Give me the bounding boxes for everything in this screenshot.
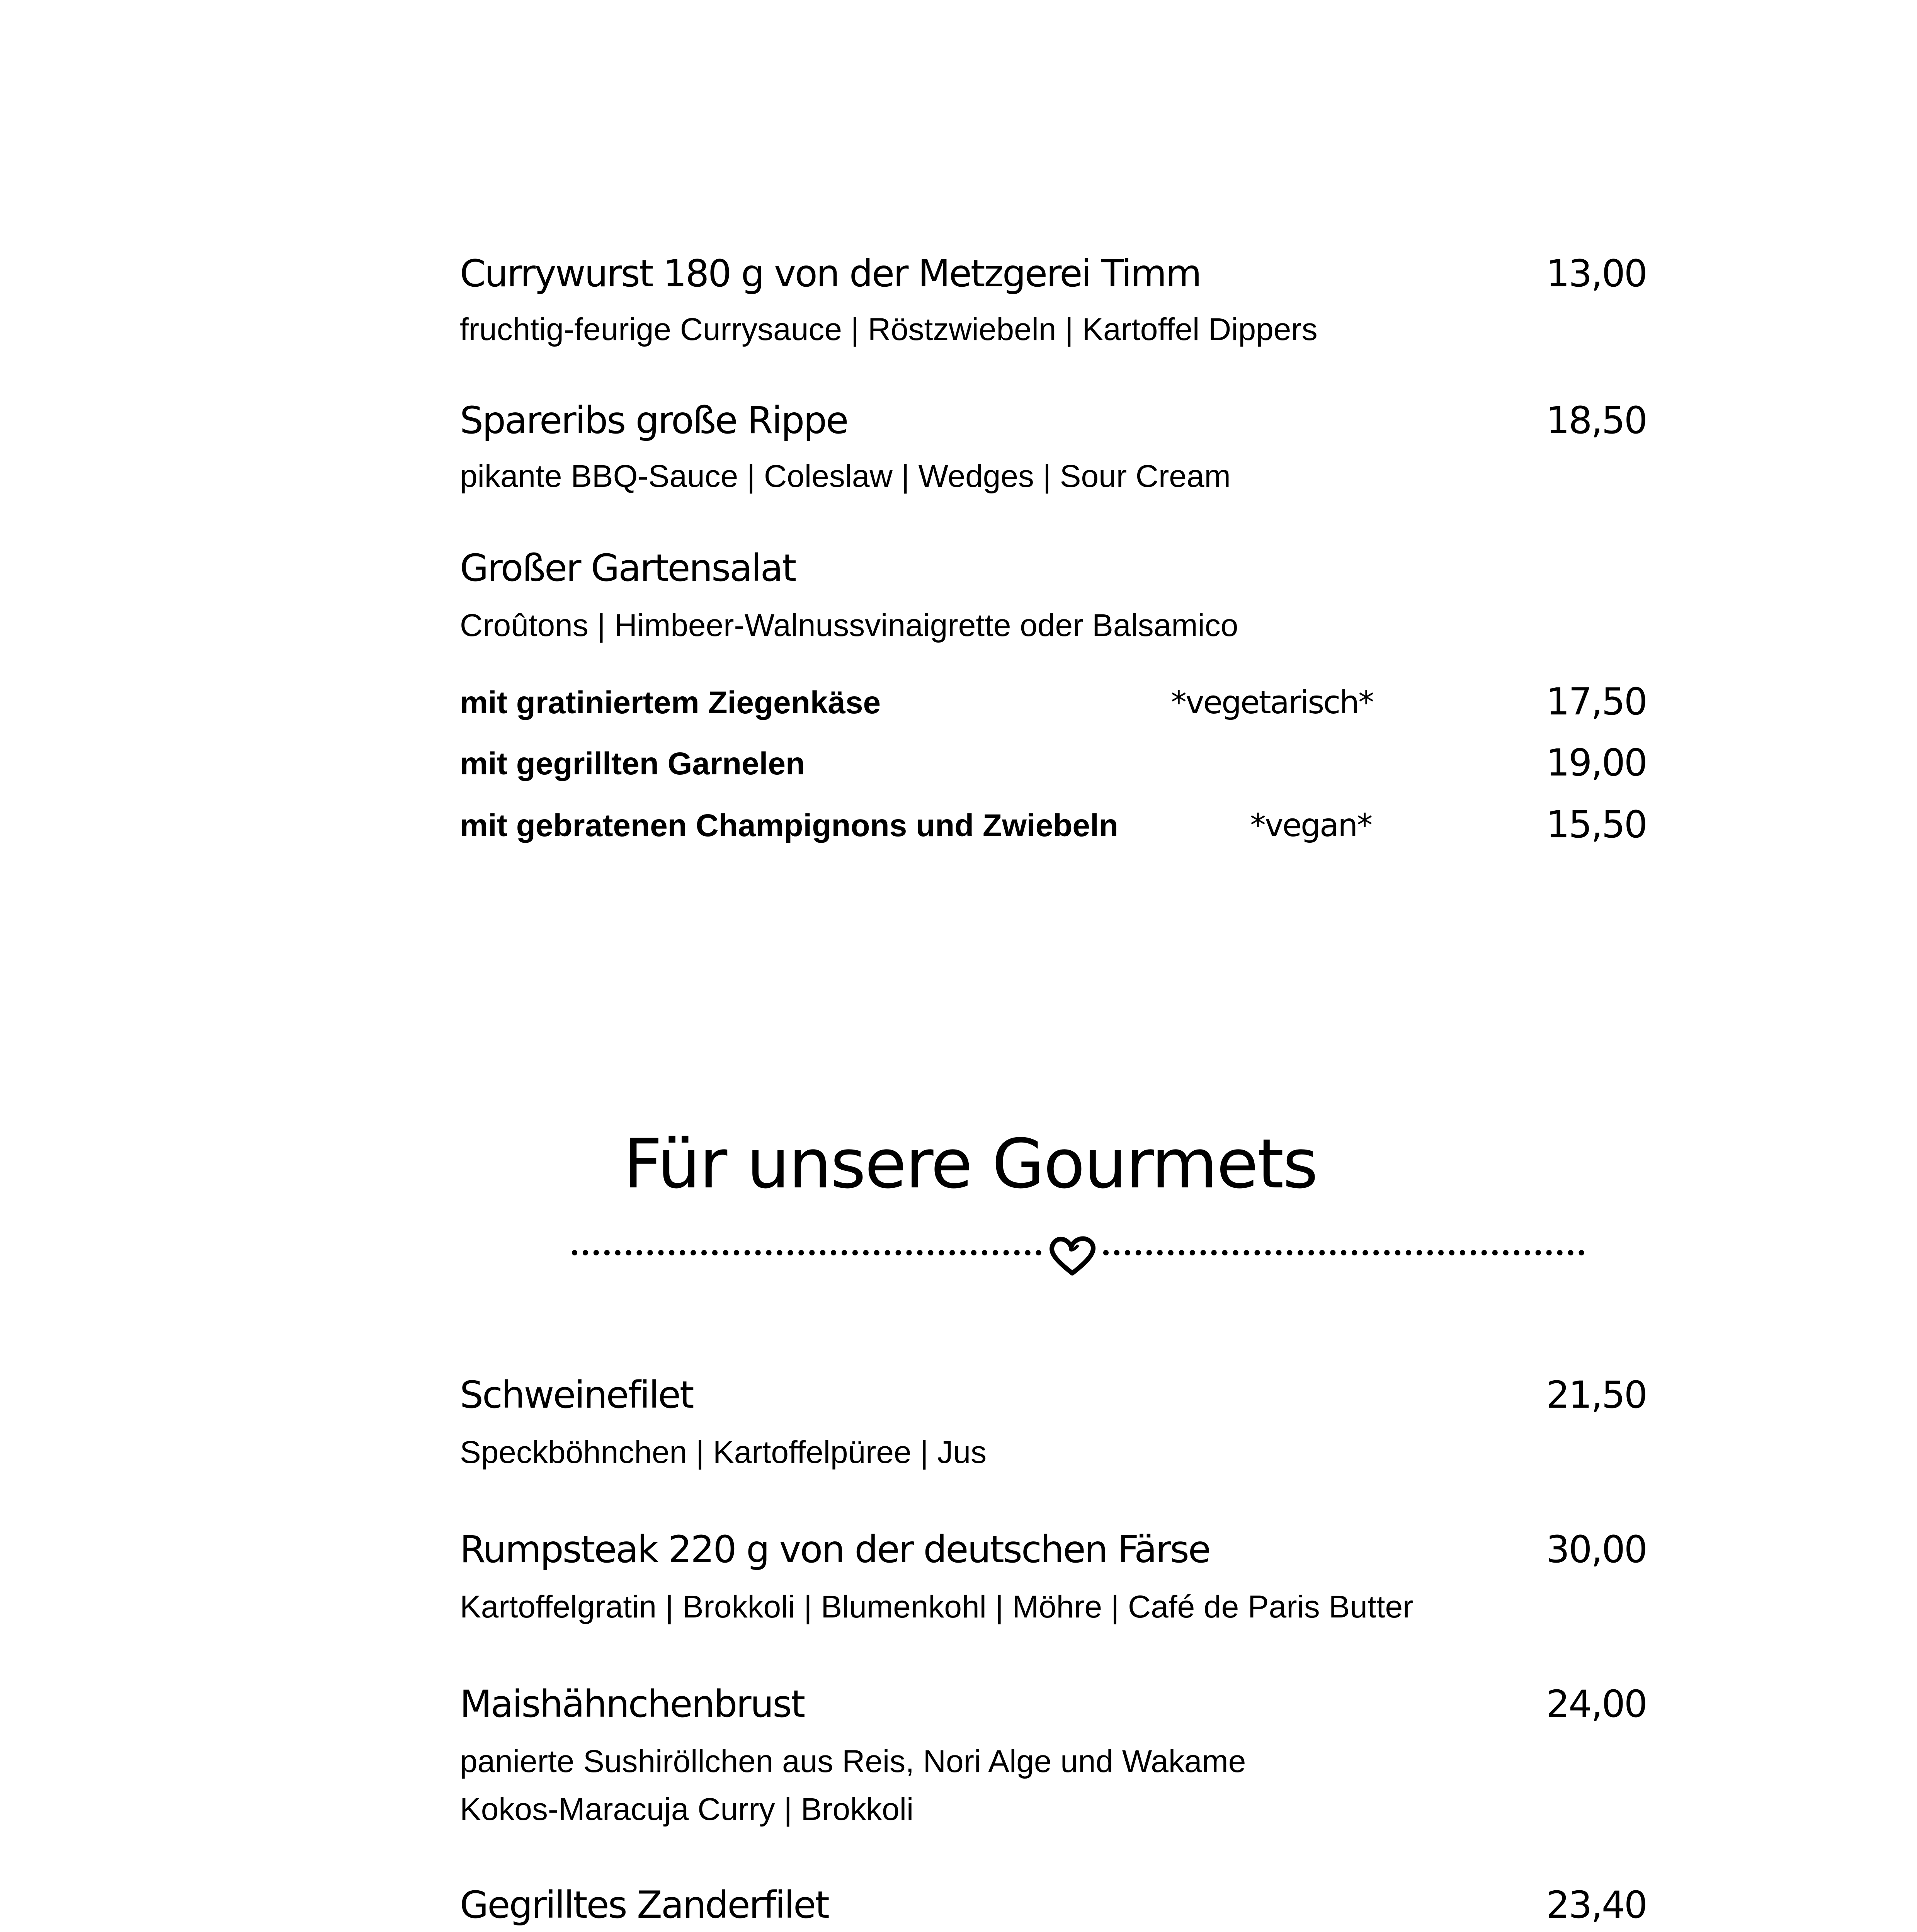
salad-option-label: mit gebratenen Champignons und Zwiebeln [460,808,1118,843]
diet-tag: *vegan* [1250,807,1372,844]
menu-item-description: fruchtig-feurige Currysauce | Röstzwiebeln | Kartoffel Dippers [460,312,1318,347]
menu-item-title: Rumpsteak 220 g von der deutschen Färse [460,1528,1210,1571]
menu-item-price: 18,50 [1546,399,1647,442]
menu-item-description: pikante BBQ-Sauce | Coleslaw | Wedges | Sour Cream [460,459,1231,494]
section-heading: Für unsere Gourmets [623,1124,1317,1204]
salad-option-price: 19,00 [1546,741,1647,784]
menu-item-description: Speckböhnchen | Kartoffelpüree | Jus [460,1435,987,1470]
section-divider [572,1235,1584,1265]
menu-item-price: 13,00 [1546,252,1647,295]
menu-item-price: 21,50 [1546,1373,1647,1417]
menu-item-title: Gegrilltes Zanderfilet [460,1883,828,1927]
salad-option-label: mit gegrillten Garnelen [460,746,805,781]
menu-item-title: Currywurst 180 g von der Metzgerei Timm [460,252,1201,295]
diet-tag: *vegetarisch* [1171,684,1373,721]
salad-option-price: 15,50 [1546,803,1647,846]
divider-dots-right [1103,1250,1584,1255]
menu-item-price: 24,00 [1546,1682,1647,1726]
menu-item-title: Spareribs große Rippe [460,399,848,442]
menu-item-description: Kokos-Maracuja Curry | Brokkoli [460,1792,914,1827]
divider-dots-left [572,1250,1041,1255]
heart-icon [1047,1235,1097,1277]
menu-item-title: Maishähnchenbrust [460,1682,805,1726]
menu-item-title: Schweinefilet [460,1373,693,1417]
menu-item-price: 23,40 [1546,1883,1647,1927]
menu-item-description: panierte Sushiröllchen aus Reis, Nori Alge und Wakame [460,1744,1246,1779]
menu-item-title: Großer Gartensalat [460,546,796,590]
menu-item-description: Croûtons | Himbeer-Walnussvinaigrette oder Balsamico [460,608,1238,643]
salad-option-price: 17,50 [1546,680,1647,723]
menu-item-price: 30,00 [1546,1528,1647,1571]
menu-item-description: Kartoffelgratin | Brokkoli | Blumenkohl | Möhre | Café de Paris Butter [460,1589,1414,1624]
salad-option-label: mit gratiniertem Ziegenkäse [460,685,881,720]
